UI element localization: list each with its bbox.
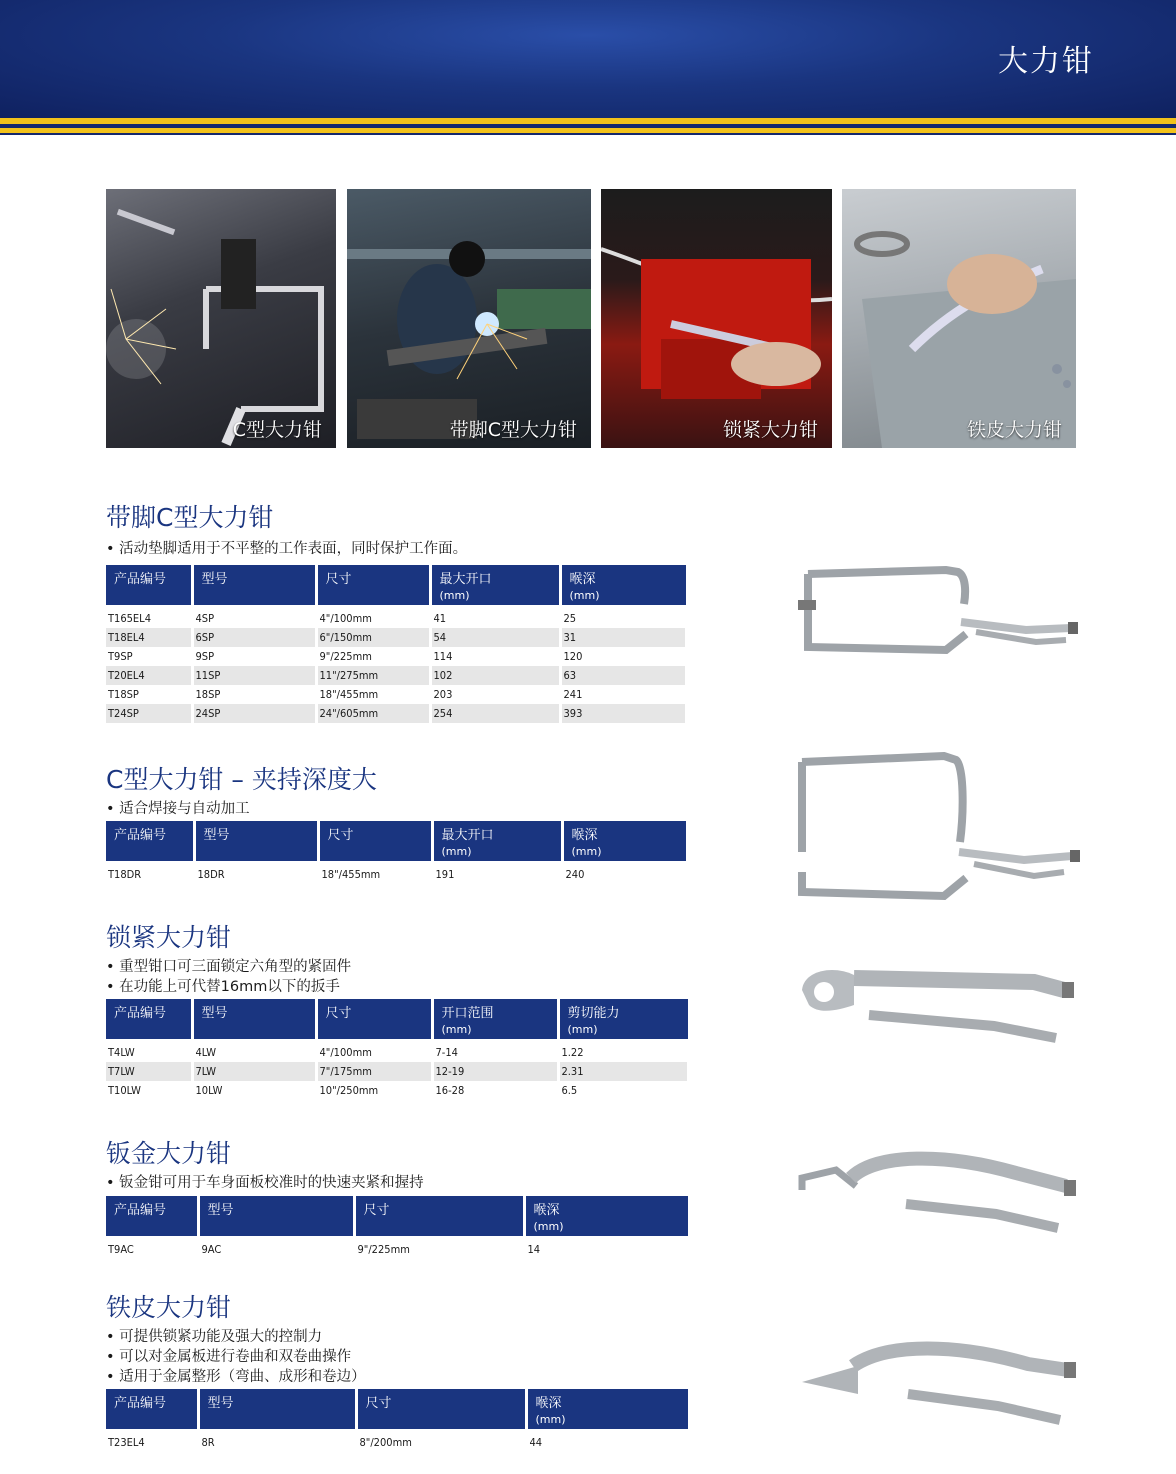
table-cell: 24"/605mm xyxy=(316,704,430,723)
bullet-item: • 可以对金属板进行卷曲和双卷曲操作 xyxy=(106,1349,352,1365)
table-cell: 191 xyxy=(432,861,562,884)
table-cell: 120 xyxy=(560,647,686,666)
c-clamp-swivel-pads-tool-image xyxy=(796,562,1080,662)
table-header: 型号 xyxy=(198,1389,356,1429)
table-row xyxy=(106,704,686,723)
bullet-item: • 适用于金属整形（弯曲、成形和卷边） xyxy=(106,1369,366,1385)
table-cell: 10LW xyxy=(192,1081,316,1100)
table-cell: 7LW xyxy=(192,1062,316,1081)
table-header-row xyxy=(106,999,688,1039)
table-header-row xyxy=(106,821,686,861)
bullet-item: • 适合焊接与自动加工 xyxy=(106,801,250,817)
welder-illustration xyxy=(347,189,591,448)
table-cell: T4LW xyxy=(106,1039,192,1062)
table-cell: T9SP xyxy=(106,647,192,666)
table-cell: 4"/100mm xyxy=(316,605,430,628)
table-cell: 114 xyxy=(430,647,560,666)
table-cell: T18EL4 xyxy=(106,628,192,647)
table-row xyxy=(106,685,686,704)
table-header: 尺寸 xyxy=(318,821,432,861)
table-row xyxy=(106,1062,688,1081)
page-header xyxy=(0,0,1176,118)
table-cell: 18DR xyxy=(194,861,318,884)
table-header-row xyxy=(106,1196,688,1236)
table-row xyxy=(106,605,686,628)
table-row xyxy=(106,1429,688,1452)
table-cell: 9AC xyxy=(198,1236,354,1259)
table-row xyxy=(106,1236,688,1259)
table-cell: 18"/455mm xyxy=(316,685,430,704)
table-cell: 241 xyxy=(560,685,686,704)
table-header: 产品编号 xyxy=(106,1389,198,1429)
table-header: 尺寸 xyxy=(354,1196,524,1236)
table-cell: T18DR xyxy=(106,861,194,884)
table-header: 尺寸 xyxy=(316,999,432,1039)
table-cell: 54 xyxy=(430,628,560,647)
table-row xyxy=(106,647,686,666)
table-cell: 24SP xyxy=(192,704,316,723)
table-cell: 31 xyxy=(560,628,686,647)
spec-table xyxy=(106,565,688,723)
table-header: 开口范围 (mm) xyxy=(432,999,558,1039)
table-cell: 12-19 xyxy=(432,1062,558,1081)
table-cell: T7LW xyxy=(106,1062,192,1081)
table-cell: 7"/175mm xyxy=(316,1062,432,1081)
locking-wrench-illustration xyxy=(601,189,832,448)
table-header: 尺寸 xyxy=(356,1389,526,1429)
table-header: 剪切能力 (mm) xyxy=(558,999,688,1039)
table-cell: 18SP xyxy=(192,685,316,704)
sheet-metal-illustration xyxy=(842,189,1076,448)
c-clamp-deep-tool-image xyxy=(794,752,1080,904)
table-cell: 9SP xyxy=(192,647,316,666)
table-cell: T24SP xyxy=(106,704,192,723)
photo-caption: 锁紧大力钳 xyxy=(722,419,818,441)
table-cell: 11SP xyxy=(192,666,316,685)
table-cell: 6SP xyxy=(192,628,316,647)
section-title: 锁紧大力钳 xyxy=(106,923,232,952)
table-header: 喉深 (mm) xyxy=(562,821,686,861)
table-cell: 102 xyxy=(430,666,560,685)
locking-wrench-tool-image xyxy=(794,960,1080,1052)
table-header: 最大开口 (mm) xyxy=(432,821,562,861)
photo-sheet-metal xyxy=(842,189,1076,448)
table-cell: 25 xyxy=(560,605,686,628)
photo-c-clamp xyxy=(106,189,336,448)
table-header: 产品编号 xyxy=(106,565,192,605)
table-header: 喉深 (mm) xyxy=(524,1196,688,1236)
table-header: 型号 xyxy=(192,999,316,1039)
table-cell: T9AC xyxy=(106,1236,198,1259)
table-cell: 4LW xyxy=(192,1039,316,1062)
table-cell: 393 xyxy=(560,704,686,723)
table-cell: 16-28 xyxy=(432,1081,558,1100)
table-cell: 1.22 xyxy=(558,1039,688,1062)
bullet-item: • 活动垫脚适用于不平整的工作表面，同时保护工作面。 xyxy=(106,541,468,557)
table-cell: 18"/455mm xyxy=(318,861,432,884)
spec-table xyxy=(106,999,690,1100)
table-cell: 41 xyxy=(430,605,560,628)
c-clamp-welding-illustration xyxy=(106,189,336,448)
table-header: 产品编号 xyxy=(106,999,192,1039)
table-cell: 14 xyxy=(524,1236,688,1259)
table-header: 最大开口 (mm) xyxy=(430,565,560,605)
table-cell: T10LW xyxy=(106,1081,192,1100)
table-row xyxy=(106,1081,688,1100)
table-cell: 6.5 xyxy=(558,1081,688,1100)
photo-caption: 铁皮大力钳 xyxy=(966,419,1062,441)
table-cell: 10"/250mm xyxy=(316,1081,432,1100)
table-cell: 6"/150mm xyxy=(316,628,430,647)
table-header: 型号 xyxy=(198,1196,354,1236)
photo-caption: 带脚C型大力钳 xyxy=(449,419,577,441)
spec-table xyxy=(106,1389,690,1452)
table-header: 喉深 (mm) xyxy=(560,565,686,605)
section-title: 钣金大力钳 xyxy=(106,1139,232,1168)
photo-c-clamp-with-pads xyxy=(347,189,591,448)
photo-locking-wrench xyxy=(601,189,832,448)
header-stripe xyxy=(0,133,1176,135)
spec-table xyxy=(106,821,688,884)
table-cell: 9"/225mm xyxy=(316,647,430,666)
sheet-metal-locking-plier-tool-image xyxy=(798,1336,1080,1428)
table-cell: T165EL4 xyxy=(106,605,192,628)
bullet-item: • 重型钳口可三面锁定六角型的紧固件 xyxy=(106,959,352,975)
sheet-metal-clamp-tool-image xyxy=(796,1148,1080,1240)
table-cell: T18SP xyxy=(106,685,192,704)
table-cell: 8"/200mm xyxy=(356,1429,526,1452)
table-cell: 4"/100mm xyxy=(316,1039,432,1062)
bullet-item: • 可提供锁紧功能及强大的控制力 xyxy=(106,1329,323,1345)
section-title: 带脚C型大力钳 xyxy=(106,503,274,532)
table-cell: T20EL4 xyxy=(106,666,192,685)
photo-caption: C型大力钳 xyxy=(232,419,322,441)
table-cell: 9"/225mm xyxy=(354,1236,524,1259)
table-cell: 8R xyxy=(198,1429,356,1452)
table-cell: 7-14 xyxy=(432,1039,558,1062)
section-title: C型大力钳 – 夹持深度大 xyxy=(106,765,377,794)
table-header: 产品编号 xyxy=(106,1196,198,1236)
table-header: 型号 xyxy=(192,565,316,605)
table-cell: 11"/275mm xyxy=(316,666,430,685)
table-row xyxy=(106,1039,688,1062)
table-cell: T23EL4 xyxy=(106,1429,198,1452)
table-cell: 4SP xyxy=(192,605,316,628)
table-cell: 254 xyxy=(430,704,560,723)
table-header: 产品编号 xyxy=(106,821,194,861)
table-header: 尺寸 xyxy=(316,565,430,605)
table-header-row xyxy=(106,1389,688,1429)
table-cell: 203 xyxy=(430,685,560,704)
table-cell: 44 xyxy=(526,1429,688,1452)
spec-table xyxy=(106,1196,690,1259)
table-row xyxy=(106,861,686,884)
table-cell: 63 xyxy=(560,666,686,685)
table-header: 型号 xyxy=(194,821,318,861)
bullet-item: • 钣金钳可用于车身面板校准时的快速夹紧和握持 xyxy=(106,1175,424,1191)
table-cell: 2.31 xyxy=(558,1062,688,1081)
section-title: 铁皮大力钳 xyxy=(106,1293,232,1322)
table-cell: 240 xyxy=(562,861,686,884)
table-row xyxy=(106,666,686,685)
table-row xyxy=(106,628,686,647)
table-header-row xyxy=(106,565,686,605)
bullet-item: • 在功能上可代替16mm以下的扳手 xyxy=(106,979,340,995)
page-title: 大力钳 xyxy=(998,44,1094,79)
table-header: 喉深 (mm) xyxy=(526,1389,688,1429)
